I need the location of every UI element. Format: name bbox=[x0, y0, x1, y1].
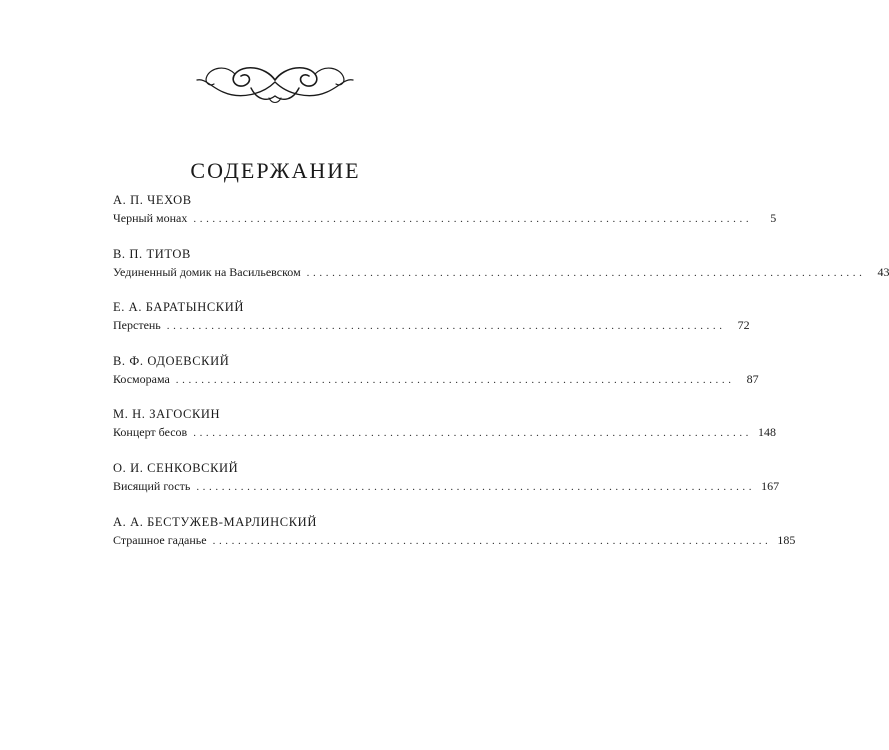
dot-leader: ........................................................................................ bbox=[175, 373, 735, 386]
page-title: СОДЕРЖАНИЕ bbox=[190, 157, 361, 183]
toc-work-title: Висящий гость bbox=[113, 478, 191, 493]
toc-entry bbox=[113, 353, 759, 407]
toc-work-title: Страшное гаданье bbox=[113, 532, 207, 547]
toc-work-title: Черный монах bbox=[113, 211, 188, 225]
toc-line bbox=[113, 263, 889, 282]
dot-leader: ........................................................................................ bbox=[212, 534, 772, 547]
dot-leader: ........................................................................................ bbox=[166, 320, 726, 333]
toc-work-title: Косморама bbox=[113, 371, 170, 386]
toc-page-number: 185 bbox=[777, 532, 796, 547]
toc-page-number: 72 bbox=[737, 318, 750, 333]
toc-entry bbox=[113, 460, 780, 514]
toc-page-number: 5 bbox=[770, 211, 777, 225]
toc-line bbox=[113, 209, 777, 228]
toc-author: А. П. ЧЕХОВ bbox=[113, 193, 192, 207]
toc-line bbox=[113, 316, 750, 335]
flourish-ornament-icon bbox=[195, 60, 355, 106]
toc-author: В. Ф. ОДОЕВСКИЙ bbox=[113, 353, 230, 368]
dot-leader: ........................................................................................ bbox=[306, 266, 866, 279]
table-of-contents bbox=[113, 192, 889, 567]
toc-entry bbox=[113, 514, 796, 568]
toc-line bbox=[113, 531, 796, 550]
toc-work-title: Уединенный домик на Васильевском bbox=[113, 264, 301, 279]
toc-work-title: Перстень bbox=[113, 318, 161, 333]
toc-entry bbox=[113, 246, 889, 300]
toc-author: А. А. БЕСТУЖЕВ-МАРЛИНСКИЙ bbox=[113, 514, 317, 529]
toc-author: В. П. ТИТОВ bbox=[113, 246, 191, 261]
toc-line bbox=[113, 477, 780, 496]
toc-author: М. Н. ЗАГОСКИН bbox=[113, 407, 221, 422]
toc-page-number: 87 bbox=[746, 371, 759, 386]
toc-work-title: Концерт бесов bbox=[113, 425, 188, 440]
toc-entry bbox=[113, 192, 777, 246]
toc-line bbox=[113, 370, 759, 389]
toc-entry bbox=[113, 299, 750, 353]
toc-page-number: 148 bbox=[758, 425, 777, 440]
toc-author: О. И. СЕНКОВСКИЙ bbox=[113, 460, 239, 475]
dot-leader: ........................................................................................ bbox=[196, 480, 756, 493]
dot-leader: ........................................................................................ bbox=[193, 213, 753, 225]
toc-author: Е. А. БАРАТЫНСКИЙ bbox=[113, 300, 244, 315]
toc-page-number: 43 bbox=[877, 264, 889, 279]
toc-entry bbox=[113, 406, 777, 460]
toc-line bbox=[113, 423, 777, 442]
toc-page-number: 167 bbox=[761, 478, 780, 493]
dot-leader: ........................................................................................ bbox=[193, 427, 753, 440]
